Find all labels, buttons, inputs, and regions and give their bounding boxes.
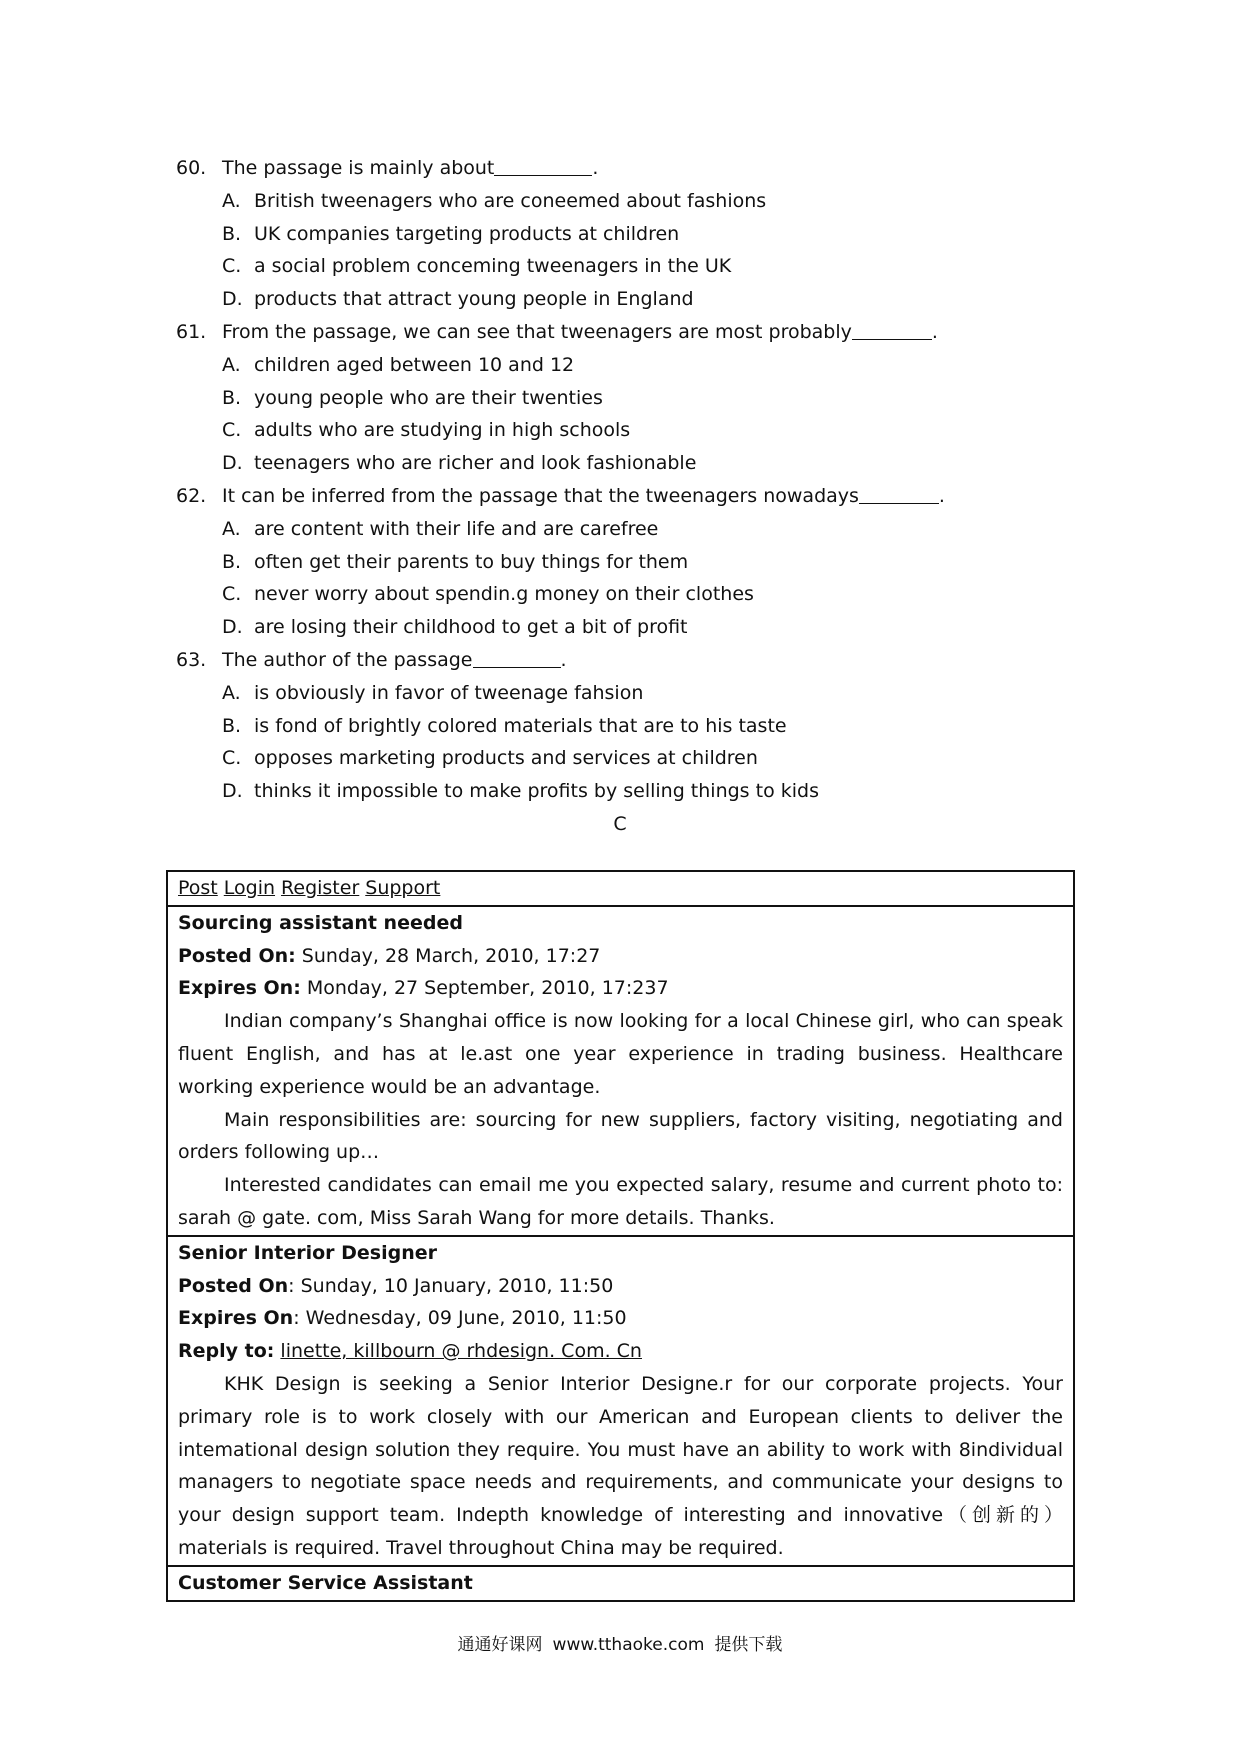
expires-label: Expires On:: [178, 977, 301, 1000]
expires-value: Monday, 27 September, 2010, 17:237: [306, 977, 669, 1000]
option-text: are losing their childhood to get a bit of profit: [254, 616, 688, 639]
option-b: [176, 546, 1076, 579]
question-stem: [176, 644, 1076, 677]
nav-post-link[interactable]: Post: [178, 877, 218, 899]
ad-title: Senior Interior Designer: [178, 1241, 437, 1264]
option-d: [176, 283, 1076, 316]
reply-email-link[interactable]: linette, killbourn @ rhdesign. Com. Cn: [280, 1340, 642, 1363]
option-letter: D.: [222, 780, 243, 803]
ad-sourcing-assistant: [168, 907, 1073, 1237]
expires-label: Expires On: [178, 1307, 294, 1330]
question-61: [176, 316, 1076, 480]
answer-blank: [473, 645, 561, 668]
option-text: opposes marketing products and services at children: [254, 747, 758, 770]
question-stem: [176, 316, 1076, 349]
option-text: never worry about spendin.g money on their clothes: [254, 583, 754, 606]
ads-nav-bar: [168, 872, 1073, 907]
option-letter: D.: [222, 288, 243, 311]
option-letter: B.: [222, 550, 242, 573]
ad-customer-service-assistant: [168, 1567, 1073, 1600]
stem-end: .: [560, 648, 567, 671]
ad-title: Sourcing assistant needed: [178, 911, 463, 934]
option-text: products that attract young people in England: [254, 288, 694, 311]
footer-site-name: 通通好课网: [457, 1635, 543, 1655]
ad-posted-on: [178, 940, 1063, 973]
option-c: [176, 578, 1076, 611]
question-text: From the passage, we can see that tweenagers are most probably: [222, 320, 852, 343]
posted-label: Posted On:: [178, 944, 296, 967]
ad-senior-interior-designer: [168, 1237, 1073, 1567]
option-text: children aged between 10 and 12: [254, 353, 575, 376]
nav-links: [178, 872, 1063, 905]
option-letter: D.: [222, 452, 243, 475]
job-ads-table: [166, 870, 1075, 1602]
option-a: [176, 677, 1076, 710]
option-text: UK companies targeting products at children: [254, 222, 680, 245]
option-text: thinks it impossible to make profits by selling things to kids: [254, 780, 819, 803]
option-text: adults who are studying in high schools: [254, 419, 631, 442]
option-text: a social problem conceming tweenagers in the UK: [254, 255, 732, 278]
option-letter: A.: [222, 517, 241, 540]
option-text: teenagers who are richer and look fashionable: [254, 452, 697, 475]
answer-blank: [859, 481, 939, 504]
answer-blank: [494, 153, 592, 176]
section-letter: C: [613, 813, 627, 835]
option-text: British tweenagers who are coneemed about fashions: [254, 189, 767, 212]
reply-label: Reply to:: [178, 1340, 275, 1363]
question-number: 63.: [176, 648, 207, 671]
question-number: 62.: [176, 484, 207, 507]
option-d: [176, 775, 1076, 808]
option-letter: C.: [222, 419, 242, 442]
page-footer: [0, 1630, 1240, 1660]
option-letter: D.: [222, 616, 243, 639]
question-stem: [176, 152, 1076, 185]
option-b: [176, 382, 1076, 415]
option-a: [176, 185, 1076, 218]
question-text: The passage is mainly about: [222, 157, 495, 179]
option-d: [176, 447, 1076, 480]
question-63: [176, 644, 1076, 808]
option-text: is fond of brightly colored materials that are to his taste: [254, 714, 787, 737]
option-a: [176, 513, 1076, 546]
option-d: [176, 611, 1076, 644]
nav-register-link[interactable]: Register: [281, 877, 360, 899]
question-stem: [176, 480, 1076, 513]
ad-paragraph: KHK Design is seeking a Senior Interior Designe.r for our corporate projects. Your primary role is to work closely with our American and European clients to deliver the intemational design solution they require. You must have an ability to work with 8individual managers to negotiate space needs and requirements, and communicate your designs to your design support team. Indepth knowledge of interesting and innovative（创新的）materials is required. Travel throughout China may be required.: [178, 1372, 1063, 1559]
option-letter: C.: [222, 747, 242, 770]
posted-label: Posted On: [178, 1274, 289, 1297]
question-number: 61.: [176, 320, 207, 343]
option-c: [176, 250, 1076, 283]
question-number: 60.: [176, 157, 207, 179]
nav-login-link[interactable]: Login: [223, 877, 276, 899]
option-c: [176, 414, 1076, 447]
option-a: [176, 349, 1076, 382]
stem-end: .: [938, 484, 945, 507]
question-text: The author of the passage: [222, 648, 473, 671]
option-letter: A.: [222, 353, 241, 376]
answer-blank: [852, 317, 932, 340]
expires-value: : Wednesday, 09 June, 2010, 11:50: [293, 1307, 627, 1330]
question-list: [176, 152, 1076, 808]
option-text: young people who are their twenties: [254, 386, 603, 409]
posted-value: Sunday, 28 March, 2010, 17:27: [301, 944, 601, 967]
option-letter: B.: [222, 386, 242, 409]
ad-paragraph: Main responsibilities are: sourcing for new suppliers, factory visiting, negotiating and orders following up…: [178, 1108, 1063, 1164]
option-letter: C.: [222, 255, 242, 278]
ad-reply-to: [178, 1335, 1063, 1368]
option-letter: C.: [222, 583, 242, 606]
question-62: [176, 480, 1076, 644]
stem-end: .: [931, 320, 938, 343]
stem-end: .: [592, 157, 599, 179]
option-letter: A.: [222, 681, 241, 704]
option-b: [176, 218, 1076, 251]
option-text: is obviously in favor of tweenage fahsion: [254, 681, 644, 704]
ad-paragraph: Interested candidates can email me you expected salary, resume and current photo to: sarah @ gate. com, Miss Sarah Wang for more details. Thanks.: [178, 1174, 1063, 1229]
ad-title: Customer Service Assistant: [178, 1571, 473, 1594]
option-letter: A.: [222, 189, 241, 212]
option-text: often get their parents to buy things for them: [254, 550, 689, 573]
option-c: [176, 742, 1076, 775]
question-text: It can be inferred from the passage that the tweenagers nowadays: [222, 484, 859, 507]
option-text: are content with their life and are carefree: [254, 517, 659, 540]
ad-expires-on: [178, 1302, 1063, 1335]
footer-download-text: 提供下载: [714, 1635, 783, 1655]
ad-posted-on: [178, 1270, 1063, 1303]
ad-paragraph: Indian company’s Shanghai office is now looking for a local Chinese girl, who can speak fluent English, and has at le.ast one year experience in trading business. Healthcare working experience would be an advantage.: [178, 1010, 1063, 1098]
option-letter: B.: [222, 714, 242, 737]
posted-value: : Sunday, 10 January, 2010, 11:50: [288, 1274, 614, 1297]
option-letter: B.: [222, 222, 242, 245]
footer-url: www.tthaoke.com: [552, 1635, 705, 1655]
option-b: [176, 710, 1076, 743]
question-60: [176, 152, 1076, 316]
ad-expires-on: [178, 972, 1063, 1005]
nav-support-link[interactable]: Support: [365, 877, 441, 899]
